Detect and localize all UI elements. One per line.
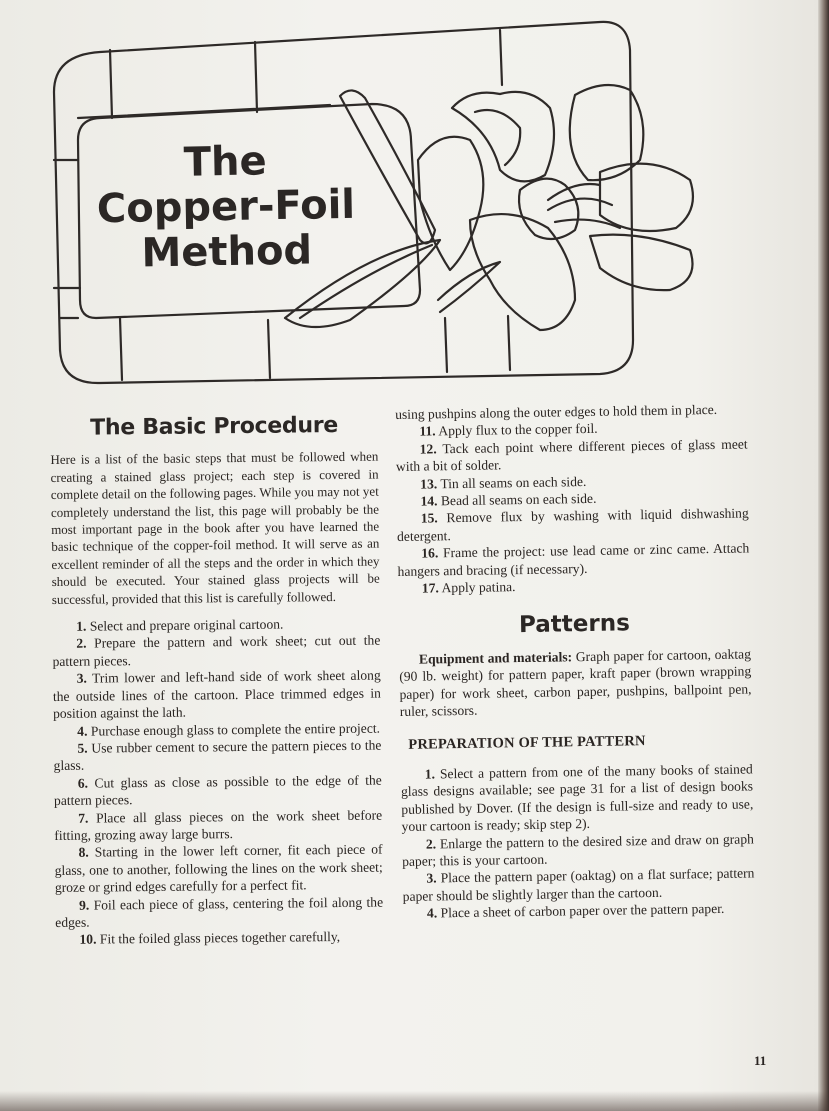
list-item (55, 928, 383, 949)
step-text: Bead all seams on each side. (440, 490, 597, 509)
step-number: 16. (421, 545, 439, 561)
step-text: Select a pattern from one of the many books of stained glass designs available; see page 31 for a list of design books published by Dover. (If the design is full-size and ready to use, your cartoon is ready; skip step 2). (400, 761, 754, 835)
step-text: Starting in the lower left corner, fit each piece of glass, one to another, following the lines on the work sheet; groze or grind edges carefully for a perfect fit. (54, 841, 383, 896)
step-text: Frame the project: use lead came or zinc came. Attach hangers and bracing (if necessary). (397, 540, 750, 579)
page-title (95, 138, 357, 278)
step-number: 2. (76, 636, 87, 652)
step-text: Tin all seams on each side. (440, 473, 587, 491)
page-number: 11 (754, 1053, 767, 1068)
list-item (54, 771, 382, 809)
list-item (397, 540, 750, 580)
step-text: Use rubber cement to secure the pattern pieces to the glass. (53, 737, 382, 774)
page-edge-shadow (818, 0, 829, 1111)
step-number: 11. (419, 423, 436, 440)
list-item (396, 435, 749, 475)
basic-procedure-heading: The Basic Procedure (90, 412, 339, 441)
step-text: Enlarge the pattern to the desired size and draw on graph paper; this is your cartoon. (402, 830, 754, 869)
petal-bottom (470, 214, 575, 330)
petal-left (418, 137, 483, 270)
step-text: Fit the foiled glass pieces together carefully, (99, 929, 341, 947)
list-item (53, 667, 382, 723)
petal-right (600, 164, 693, 231)
step-text: Place the pattern paper (oaktag) on a flat surface; pattern paper should be slightly larger than the cartoon. (402, 865, 755, 904)
list-item (52, 632, 380, 670)
step-number: 15. (420, 510, 438, 527)
list-item (54, 841, 383, 897)
step-text: Select and prepare original cartoon. (89, 616, 284, 634)
stem (438, 262, 500, 312)
step-text: Apply flux to the copper foil. (438, 421, 598, 439)
petal-right-top (570, 85, 644, 180)
preparation-heading: PREPARATION OF THE PATTERN (408, 732, 646, 753)
step-number: 1. (424, 766, 436, 782)
equipment-label: Equipment and materials: (418, 649, 573, 667)
right-column (395, 400, 755, 922)
step-number: 12. (419, 441, 437, 457)
step-number: 7. (78, 810, 89, 826)
step-number: 3. (426, 870, 437, 886)
step-number: 10. (79, 931, 97, 948)
list-item (53, 736, 381, 774)
step-number: 6. (77, 775, 89, 791)
preparation-steps-list (401, 760, 755, 922)
basic-procedure-intro: Here is a list of the basic steps that must be followed when creating a stained glass project; each step is covered in complete detail on the following pages. While you may not yet completely understand the list, this page will probably be the most important page in the book after you have learned the basic technique of the copper-foil method. It will serve as an excellent reminder of all the steps and the order in which they should be executed. Your stained glass projects will be successful, provided that this list is carefully followed. (50, 448, 380, 607)
equipment-text: Graph paper for cartoon, oaktag (90 lb. weight) for pattern paper, kraft paper (brown wrapping paper) for work sheet, carbon paper, pushpins, ballpoint pen, ruler, scissors. (399, 646, 752, 720)
step-number: 3. (76, 670, 87, 687)
list-item (55, 893, 383, 931)
step-number: 13. (420, 475, 438, 492)
step-text: Place a sheet of carbon paper over the pattern paper. (440, 901, 725, 921)
step-number: 17. (421, 580, 439, 596)
left-column (50, 412, 384, 949)
patterns-heading: Patterns (518, 610, 631, 639)
bottom-shadow (0, 1091, 829, 1111)
title-line-1: The (183, 138, 268, 186)
step-text: Remove flux by washing with liquid dishwashing detergent. (396, 505, 749, 544)
step-text: Cut glass as close as possible to the edge of the pattern pieces. (53, 772, 382, 809)
title-line-2: Copper-Foil (96, 181, 356, 233)
step-text: Trim lower and left-hand side of work sheet along the outside lines of the cartoon. Place trimmed edges in position against the lath. (52, 667, 381, 722)
step-number: 14. (420, 493, 438, 509)
step-text: Place all glass pieces on the work sheet before fitting, grozing away large burrs. (54, 807, 383, 843)
list-item (402, 865, 755, 905)
step-text: Tack each point where different pieces of glass meet with a bit of solder. (395, 436, 748, 475)
list-item (401, 760, 754, 835)
step-number: 8. (78, 844, 89, 861)
step-text: Purchase enough glass to complete the entire project. (90, 720, 381, 739)
list-item (54, 806, 382, 844)
petal-top-inner (475, 110, 520, 165)
petal-lower-right (590, 235, 693, 291)
step-number: 9. (78, 897, 90, 913)
step-text: Prepare the pattern and work sheet; cut out the pattern pieces. (52, 633, 381, 669)
petal-top (452, 92, 554, 182)
equipment-paragraph (399, 645, 752, 720)
procedure-steps-list (52, 615, 383, 949)
step-number: 5. (77, 740, 88, 756)
procedure-steps-list-continued (395, 418, 750, 598)
list-item (402, 830, 755, 870)
step-text: Apply patina. (441, 579, 516, 596)
step-number: 2. (425, 835, 437, 852)
step-text: Foil each piece of glass, centering the foil along the edges. (55, 894, 384, 930)
list-item (397, 505, 750, 545)
step-number: 4. (77, 723, 88, 739)
step-number: 4. (426, 905, 438, 921)
step-number: 1. (76, 618, 87, 634)
title-line-3: Method (141, 227, 313, 277)
step-10-continued: using pushpins along the outer edges to hold them in place. (395, 401, 718, 422)
